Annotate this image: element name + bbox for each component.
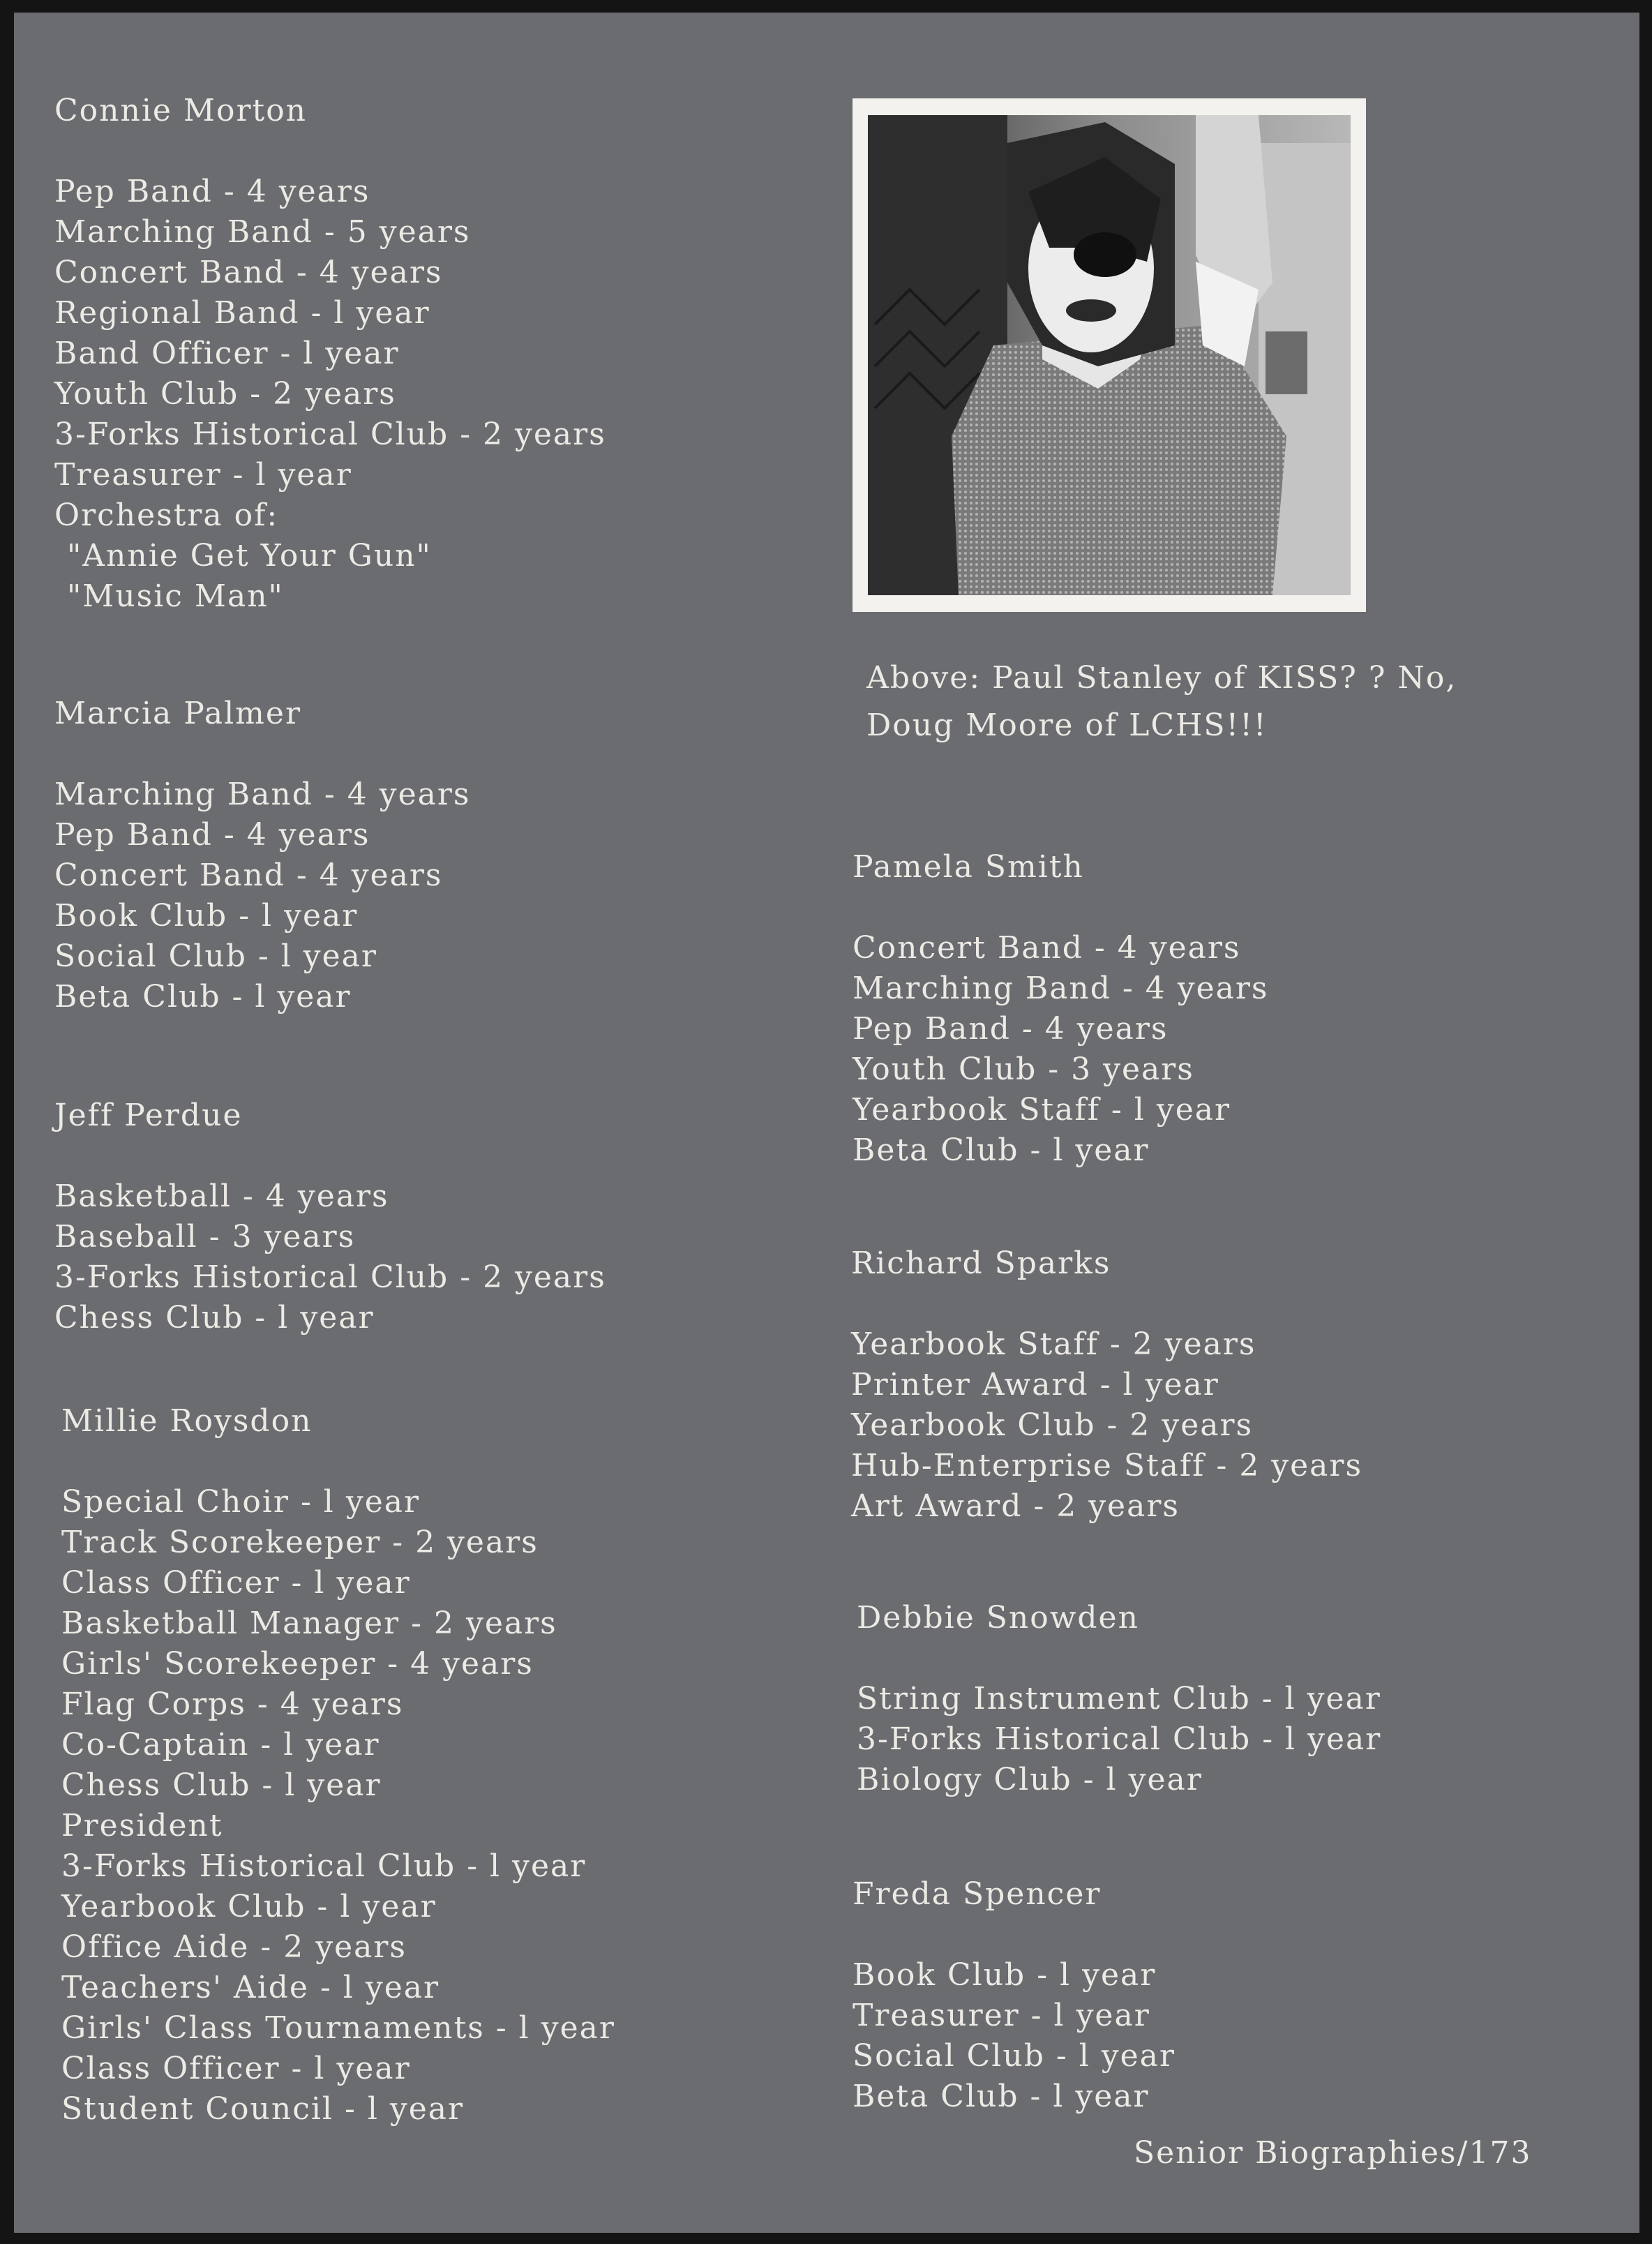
caption-line: Above: Paul Stanley of KISS? ? No, <box>866 660 1457 696</box>
activity-item: Track Scorekeeper - 2 years <box>61 1525 539 1560</box>
activity-item: Marching Band - 4 years <box>853 971 1269 1006</box>
activity-item: String Instrument Club - l year <box>857 1681 1381 1716</box>
senior-name: Connie Morton <box>54 93 308 128</box>
activity-item: "Annie Get Your Gun" <box>67 538 432 574</box>
activity-item: Pep Band - 4 years <box>54 174 370 209</box>
activity-item: Biology Club - l year <box>857 1762 1203 1797</box>
senior-entry <box>853 847 1269 1171</box>
activity-item: Yearbook Staff - l year <box>853 1092 1231 1128</box>
activity-item: Treasurer - l year <box>853 1998 1150 2033</box>
senior-name: Debbie Snowden <box>857 1600 1139 1636</box>
activity-item: Hub-Enterprise Staff - 2 years <box>851 1448 1363 1483</box>
activity-item: Concert Band - 4 years <box>54 858 443 893</box>
activity-item: Class Officer - l year <box>61 1565 411 1601</box>
activity-item: Co-Captain - l year <box>61 1727 380 1763</box>
activity-item: Band Officer - l year <box>54 336 400 371</box>
senior-entry <box>61 1401 615 2130</box>
activity-item: Girls' Class Tournaments - l year <box>61 2010 615 2046</box>
activity-item: "Music Man" <box>67 578 284 614</box>
activity-item: Youth Club - 3 years <box>853 1052 1194 1087</box>
activity-item: Beta Club - l year <box>853 1132 1150 1168</box>
activity-item: Pep Band - 4 years <box>853 1011 1169 1047</box>
activity-item: 3-Forks Historical Club - 2 years <box>54 417 606 452</box>
activity-item: Girls' Scorekeeper - 4 years <box>61 1646 534 1682</box>
activity-item: Beta Club - l year <box>54 979 352 1015</box>
activity-item: Office Aide - 2 years <box>61 1929 407 1965</box>
photo-frame <box>853 98 1366 612</box>
activity-item: Yearbook Staff - 2 years <box>851 1326 1256 1362</box>
activity-item: Treasurer - l year <box>54 457 352 493</box>
activity-item: Youth Club - 2 years <box>54 376 396 412</box>
activity-item: Social Club - l year <box>54 938 377 974</box>
photo-caption <box>866 654 1457 749</box>
activity-item: 3-Forks Historical Club - l year <box>61 1848 587 1884</box>
activity-item: Beta Club - l year <box>853 2079 1150 2114</box>
activity-item: 3-Forks Historical Club - l year <box>857 1721 1382 1757</box>
doug-moore-photo <box>868 115 1351 595</box>
activity-item: Yearbook Club - 2 years <box>851 1407 1254 1443</box>
activity-item: Social Club - l year <box>853 2038 1176 2074</box>
senior-entry <box>857 1598 1381 1800</box>
activity-item: Special Choir - l year <box>61 1484 421 1520</box>
activity-item: 3-Forks Historical Club - 2 years <box>54 1259 606 1295</box>
caption-line: Doug Moore of LCHS!!! <box>866 708 1268 743</box>
activity-item: Book Club - l year <box>853 1957 1157 1993</box>
activity-item: Class Officer - l year <box>61 2051 411 2086</box>
yearbook-page <box>14 13 1639 2233</box>
activity-item: Orchestra of: <box>54 498 279 533</box>
senior-name: Richard Sparks <box>851 1246 1111 1281</box>
activity-item: Printer Award - l year <box>851 1367 1219 1402</box>
activity-item: Regional Band - l year <box>54 295 430 331</box>
activity-item: Flag Corps - 4 years <box>61 1686 404 1722</box>
activity-item: Yearbook Club - l year <box>61 1889 437 1924</box>
activity-item: President <box>61 1808 223 1843</box>
activity-item: Basketball Manager - 2 years <box>61 1606 557 1641</box>
page-footer: Senior Biographies/173 <box>1134 2135 1532 2171</box>
activity-item: Concert Band - 4 years <box>54 255 443 290</box>
activity-item: Book Club - l year <box>54 898 359 934</box>
senior-entry <box>853 1874 1176 2117</box>
activity-item: Teachers' Aide - l year <box>61 1970 440 2005</box>
senior-name: Marcia Palmer <box>54 696 301 731</box>
activity-item: Chess Club - l year <box>61 1767 382 1803</box>
activity-item: Student Council - l year <box>61 2091 465 2127</box>
activity-item: Marching Band - 5 years <box>54 214 471 250</box>
activity-item: Art Award - 2 years <box>851 1488 1180 1524</box>
activity-item: Concert Band - 4 years <box>853 930 1241 966</box>
senior-name: Millie Roysdon <box>61 1403 313 1439</box>
senior-name: Jeff Perdue <box>54 1098 243 1133</box>
senior-entry <box>851 1243 1362 1527</box>
activity-item: Chess Club - l year <box>54 1300 375 1336</box>
senior-name: Pamela Smith <box>853 849 1084 885</box>
senior-entry <box>54 1095 606 1338</box>
senior-name: Freda Spencer <box>853 1876 1102 1912</box>
senior-entry <box>54 91 606 617</box>
activity-item: Basketball - 4 years <box>54 1179 389 1214</box>
senior-entry <box>54 694 471 1017</box>
activity-item: Baseball - 3 years <box>54 1219 356 1255</box>
activity-item: Marching Band - 4 years <box>54 777 471 812</box>
activity-item: Pep Band - 4 years <box>54 817 370 853</box>
